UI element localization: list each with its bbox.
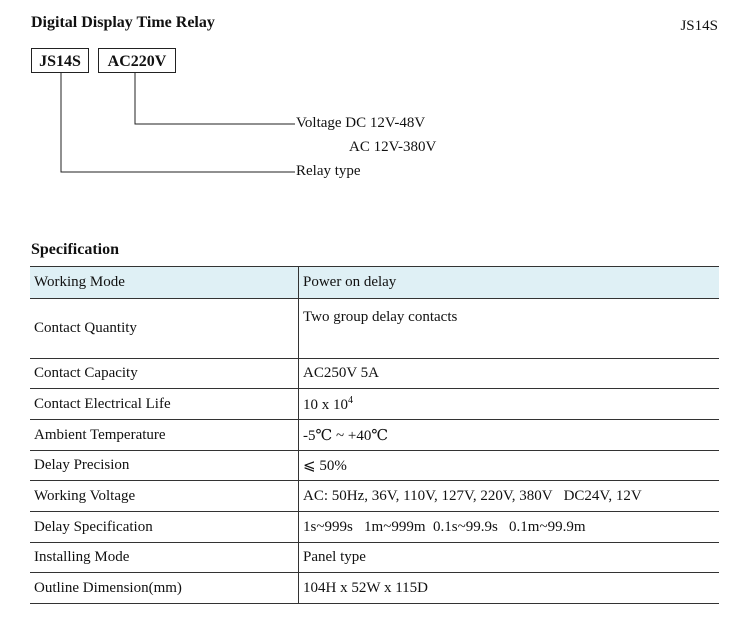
spec-name: Working Voltage: [30, 481, 299, 512]
spec-value: -5℃ ~ +40℃: [299, 420, 720, 451]
spec-name: Delay Precision: [30, 451, 299, 481]
table-row: [30, 267, 719, 299]
spec-name: Ambient Temperature: [30, 420, 299, 451]
spec-name: Contact Capacity: [30, 359, 299, 389]
voltage-label: Voltage DC 12V-48V: [296, 115, 426, 131]
spec-title: Specification: [31, 241, 119, 258]
table-row: [30, 543, 719, 573]
spec-value: 104H x 52W x 115D: [299, 573, 720, 604]
spec-value: Panel type: [299, 543, 720, 573]
spec-name: Installing Mode: [30, 543, 299, 573]
voltage-label-ac: AC 12V-380V: [349, 139, 437, 155]
table-row: [30, 512, 719, 543]
spec-name: Contact Electrical Life: [30, 389, 299, 420]
spec-value: AC: 50Hz, 36V, 110V, 127V, 220V, 380V DC24V, 12V: [299, 481, 720, 512]
code-connector-lines: [0, 0, 748, 200]
table-row: [30, 481, 719, 512]
spec-name: Outline Dimension(mm): [30, 573, 299, 604]
spec-value: Power on delay: [299, 267, 720, 299]
spec-name: Working Mode: [30, 267, 299, 299]
code-box-voltage: AC220V: [98, 48, 176, 73]
table-row: [30, 573, 719, 604]
voltage-connector-line: [135, 73, 295, 124]
spec-name: Contact Quantity: [30, 299, 299, 359]
spec-value: Two group delay contacts: [299, 299, 720, 359]
code-box-model: JS14S: [31, 48, 89, 73]
table-row: [30, 359, 719, 389]
spec-value-base: 10 x 10: [303, 396, 348, 413]
spec-value: 1s~999s 1m~999m 0.1s~99.9s 0.1m~99.9m: [299, 512, 720, 543]
spec-value: ⩽ 50%: [299, 451, 720, 481]
spec-value: AC250V 5A: [299, 359, 720, 389]
model-number: JS14S: [680, 18, 718, 34]
table-row: [30, 299, 719, 359]
page-title: Digital Display Time Relay: [31, 14, 215, 31]
spec-value-exponent: 4: [348, 394, 353, 406]
spec-value: [299, 389, 720, 420]
table-row: [30, 420, 719, 451]
relay-connector-line: [61, 73, 295, 172]
table-row: [30, 389, 719, 420]
spec-table: [30, 266, 719, 604]
relay-type-label: Relay type: [296, 163, 361, 179]
table-row: [30, 451, 719, 481]
spec-name: Delay Specification: [30, 512, 299, 543]
